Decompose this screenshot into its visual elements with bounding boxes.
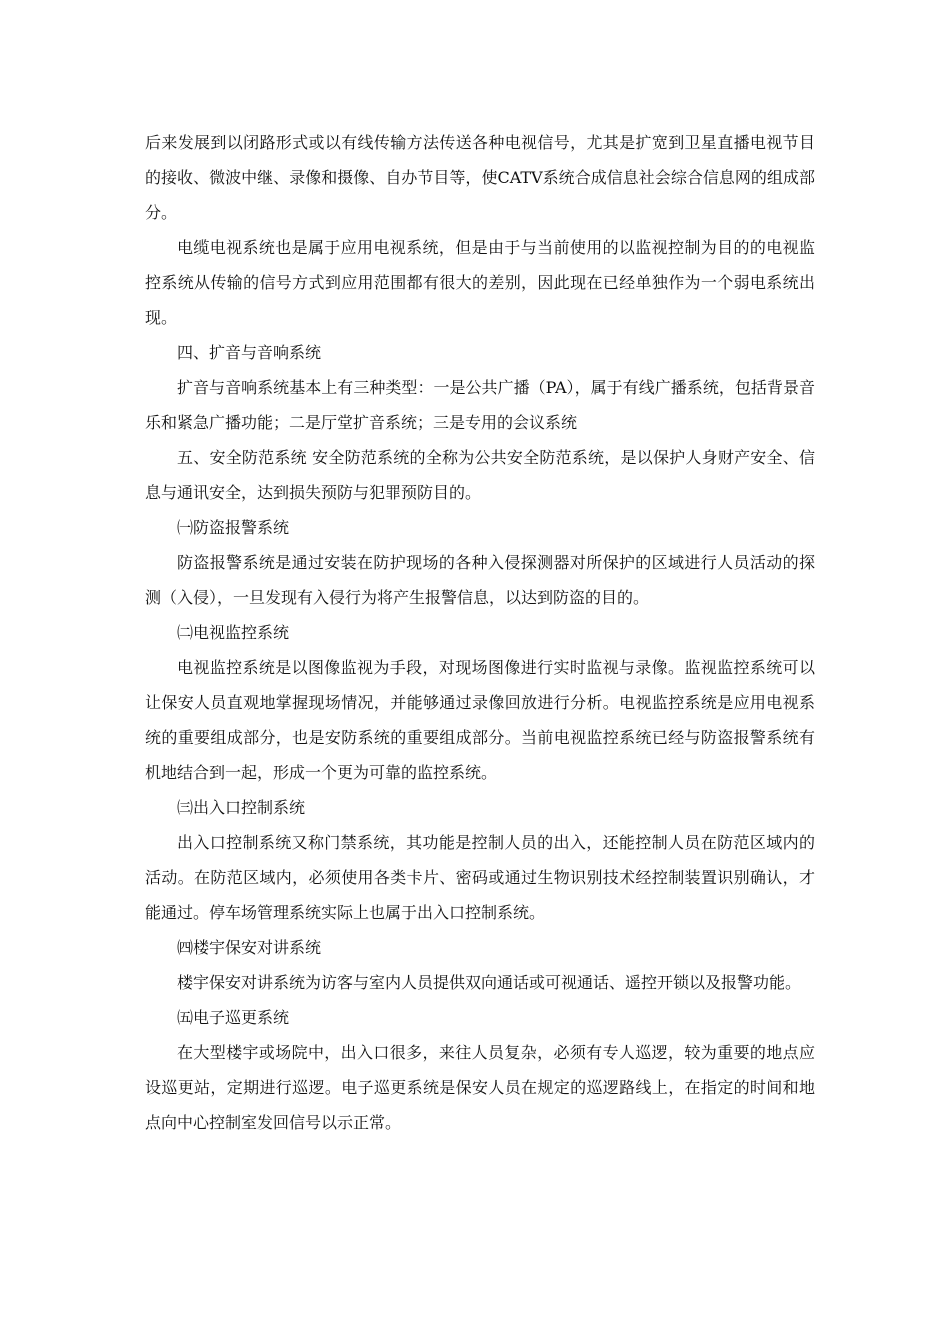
heading-intercom: ㈣楼宇保安对讲系统 bbox=[177, 938, 322, 957]
heading-cctv: ㈡电视监控系统 bbox=[177, 623, 290, 642]
paragraph-burglar-alarm: 防盗报警系统是通过安装在防护现场的各种入侵探测器对所保护的区域进行人员活动的探测（入侵），一旦发现有入侵行为将产生报警信息，以达到防盗的目的。 bbox=[145, 553, 815, 607]
paragraph-access-control: 出入口控制系统又称门禁系统，其功能是控制人员的出入，还能控制人员在防范区域内的活动。在防范区域内，必须使用各类卡片、密码或通过生物识别技术经控制装置识别确认，才能通过。停车场管理系统实际上也属于出入口控制系统。 bbox=[145, 833, 815, 922]
paragraph-security-system: 五、安全防范系统 安全防范系统的全称为公共安全防范系统，是以保护人身财产安全、信息与通讯安全，达到损失预防与犯罪预防目的。 bbox=[145, 448, 815, 502]
heading-sound-system: 四、扩音与音响系统 bbox=[177, 343, 322, 362]
heading-burglar-alarm: ㈠防盗报警系统 bbox=[177, 518, 290, 537]
document-body bbox=[145, 125, 815, 1140]
paragraph-cable-tv: 电缆电视系统也是属于应用电视系统，但是由于与当前使用的以监视控制为目的的电视监控系统从传输的信号方式到应用范围都有很大的差别，因此现在已经单独作为一个弱电系统出现。 bbox=[145, 238, 815, 327]
heading-access-control: ㈢出入口控制系统 bbox=[177, 798, 306, 817]
heading-patrol: ㈤电子巡更系统 bbox=[177, 1008, 290, 1027]
paragraph-sound-system: 扩音与音响系统基本上有三种类型：一是公共广播（PA），属于有线广播系统，包括背景音乐和紧急广播功能；二是厅堂扩音系统；三是专用的会议系统 bbox=[145, 378, 815, 432]
paragraph-catv-development: 后来发展到以闭路形式或以有线传输方法传送各种电视信号，尤其是扩宽到卫星直播电视节目的接收、微波中继、录像和摄像、自办节目等，使CATV系统合成信息社会综合信息网的组成部分。 bbox=[145, 133, 815, 222]
paragraph-intercom: 楼宇保安对讲系统为访客与室内人员提供双向通话或可视通话、遥控开锁以及报警功能。 bbox=[177, 973, 802, 992]
paragraph-patrol: 在大型楼宇或场院中，出入口很多，来往人员复杂，必须有专人巡逻，较为重要的地点应设巡更站，定期进行巡逻。电子巡更系统是保安人员在规定的巡逻路线上，在指定的时间和地点向中心控制室发回信号以示正常。 bbox=[145, 1043, 815, 1132]
paragraph-cctv: 电视监控系统是以图像监视为手段，对现场图像进行实时监视与录像。监视监控系统可以让保安人员直观地掌握现场情况，并能够通过录像回放进行分析。电视监控系统是应用电视系统的重要组成部分，也是安防系统的重要组成部分。当前电视监控系统已经与防盗报警系统有机地结合到一起，形成一个更为可靠的监控系统。 bbox=[145, 658, 815, 782]
